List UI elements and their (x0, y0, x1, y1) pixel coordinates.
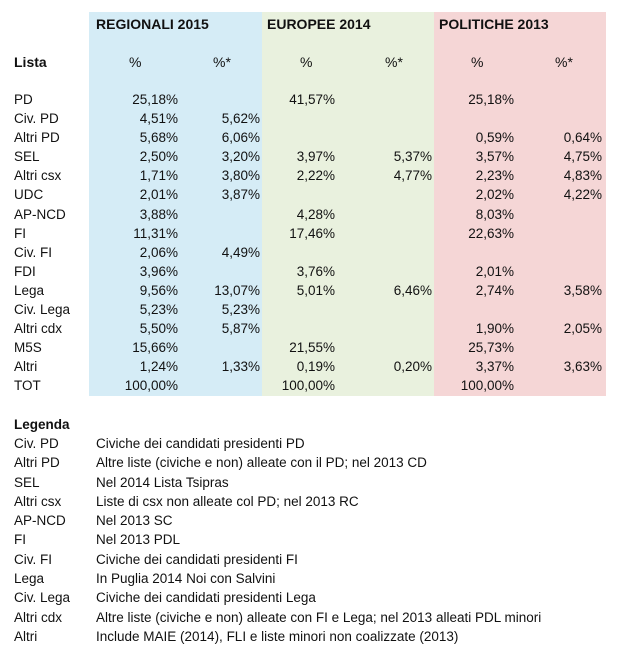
column-header-pol-pct-star: %* (555, 54, 573, 70)
cell-pol-s: 3,63% (563, 359, 602, 375)
row-label: Altri PD (14, 130, 60, 146)
legend-item (14, 627, 614, 646)
legend-title: Legenda (14, 417, 70, 432)
legend-description: In Puglia 2014 Noi con Salvini (96, 571, 276, 587)
cell-pol: 2,23% (475, 168, 514, 184)
cell-eur: 0,19% (296, 359, 335, 375)
cell-eur-s: 6,46% (393, 282, 432, 298)
legend-item (14, 453, 614, 472)
cell-pol: 2,01% (475, 263, 514, 279)
cell-reg: 1,71% (139, 168, 178, 184)
group-header-europee: EUROPEE 2014 (267, 16, 371, 32)
cell-pol: 3,57% (475, 149, 514, 165)
legend-description: Civiche dei candidati presidenti FI (96, 551, 298, 567)
column-header-reg-pct: % (129, 54, 142, 70)
cell-eur: 3,97% (296, 149, 335, 165)
cell-pol-s: 4,75% (563, 149, 602, 165)
cell-reg-s: 1,33% (221, 359, 260, 375)
cell-reg-s: 3,87% (221, 187, 260, 203)
legend (14, 416, 614, 646)
column-header-eur-pct-star: %* (385, 54, 403, 70)
row-label: FDI (14, 263, 36, 279)
table-row (0, 205, 620, 224)
legend-description: Nel 2013 PDL (96, 532, 181, 548)
table-row (0, 319, 620, 338)
cell-reg: 1,24% (139, 359, 178, 375)
row-label: Altri (14, 359, 38, 375)
row-label: Altri cdx (14, 321, 63, 337)
legend-item (14, 608, 614, 627)
cell-pol: 8,03% (475, 206, 514, 222)
legend-key: Civ. Lega (14, 590, 71, 606)
cell-reg: 3,96% (139, 263, 178, 279)
cell-reg-s: 4,49% (221, 244, 260, 260)
legend-description: Liste di csx non alleate col PD; nel 2013 RC (96, 493, 359, 509)
legend-description: Include MAIE (2014), FLI e liste minori non coalizzate (2013) (96, 628, 459, 644)
row-label: PD (14, 92, 33, 107)
cell-reg: 3,88% (139, 206, 178, 222)
cell-reg: 2,01% (139, 187, 178, 203)
table-row (0, 262, 620, 281)
cell-pol: 25,18% (468, 92, 514, 107)
cell-eur: 17,46% (289, 225, 335, 241)
cell-reg: 2,06% (139, 244, 178, 260)
cell-pol: 2,74% (475, 282, 514, 298)
table-row (0, 281, 620, 300)
cell-reg: 25,18% (132, 92, 178, 107)
legend-key: SEL (14, 474, 40, 490)
cell-reg: 2,50% (139, 149, 178, 165)
column-header-pol-pct: % (471, 54, 484, 70)
legend-key: Civ. PD (14, 436, 59, 451)
cell-eur: 100,00% (281, 378, 335, 394)
legend-item (14, 492, 614, 511)
cell-eur: 3,76% (296, 263, 335, 279)
cell-pol-s: 0,64% (563, 130, 602, 146)
table-row (0, 128, 620, 147)
row-label: Civ. FI (14, 244, 52, 260)
cell-reg-s: 3,80% (221, 168, 260, 184)
cell-eur: 21,55% (289, 340, 335, 356)
results-table (0, 90, 620, 396)
cell-pol: 3,37% (475, 359, 514, 375)
legend-item (14, 434, 614, 453)
cell-eur: 2,22% (296, 168, 335, 184)
legend-key: AP-NCD (14, 513, 66, 529)
row-label: Altri csx (14, 168, 62, 184)
legend-description: Nel 2013 SC (96, 513, 173, 529)
table-row (0, 300, 620, 319)
row-label: UDC (14, 187, 44, 203)
cell-pol: 1,90% (475, 321, 514, 337)
row-label: M5S (14, 340, 42, 356)
cell-pol: 0,59% (475, 130, 514, 146)
legend-items (14, 434, 614, 646)
cell-eur: 41,57% (289, 92, 335, 107)
cell-reg: 4,51% (139, 111, 178, 127)
row-label: FI (14, 225, 26, 241)
table-row (0, 90, 620, 109)
legend-item (14, 511, 614, 530)
table-row (0, 166, 620, 185)
legend-item (14, 530, 614, 549)
cell-reg: 5,68% (139, 130, 178, 146)
column-header-eur-pct: % (300, 54, 313, 70)
cell-reg: 15,66% (132, 340, 178, 356)
legend-key: Altri csx (14, 493, 62, 509)
cell-eur-s: 0,20% (393, 359, 432, 375)
cell-reg: 5,23% (139, 302, 178, 318)
cell-reg-s: 5,62% (221, 111, 260, 127)
cell-pol-s: 4,83% (563, 168, 602, 184)
cell-pol-s: 4,22% (563, 187, 602, 203)
legend-item (14, 550, 614, 569)
legend-item (14, 588, 614, 607)
legend-description: Civiche dei candidati presidenti PD (96, 436, 305, 451)
cell-reg: 9,56% (139, 282, 178, 298)
cell-reg-s: 3,20% (221, 149, 260, 165)
table-row (0, 224, 620, 243)
cell-eur: 5,01% (296, 282, 335, 298)
legend-description: Nel 2014 Lista Tsipras (96, 474, 229, 490)
column-header-reg-pct-star: %* (213, 54, 231, 70)
cell-pol: 100,00% (460, 378, 514, 394)
cell-reg-s: 5,87% (221, 321, 260, 337)
row-label: Civ. PD (14, 111, 59, 127)
legend-key: FI (14, 532, 26, 548)
group-header-regionali: REGIONALI 2015 (96, 16, 209, 32)
cell-pol-s: 3,58% (563, 282, 602, 298)
row-label: SEL (14, 149, 40, 165)
cell-reg-s: 6,06% (221, 130, 260, 146)
table-row (0, 376, 620, 395)
legend-description: Altre liste (civiche e non) alleate con il PD; nel 2013 CD (96, 455, 427, 471)
row-label: Lega (14, 282, 45, 298)
cell-reg-s: 5,23% (221, 302, 260, 318)
cell-pol: 25,73% (468, 340, 514, 356)
table-row (0, 109, 620, 128)
legend-item (14, 569, 614, 588)
table-row (0, 357, 620, 376)
cell-reg: 5,50% (139, 321, 178, 337)
legend-key: Altri PD (14, 455, 60, 471)
row-label: TOT (14, 378, 41, 394)
cell-eur-s: 4,77% (393, 168, 432, 184)
cell-pol: 22,63% (468, 225, 514, 241)
legend-key: Lega (14, 571, 45, 587)
legend-key: Altri (14, 628, 38, 644)
legend-item (14, 473, 614, 492)
cell-reg-s: 13,07% (214, 282, 260, 298)
legend-key: Civ. FI (14, 551, 52, 567)
legend-key: Altri cdx (14, 609, 63, 625)
column-header-lista: Lista (14, 54, 47, 70)
cell-eur-s: 5,37% (393, 149, 432, 165)
table-row (0, 338, 620, 357)
legend-description: Altre liste (civiche e non) alleate con FI e Lega; nel 2013 alleati PDL minori (96, 609, 542, 625)
table-row (0, 147, 620, 166)
cell-reg: 11,31% (133, 225, 178, 241)
cell-reg: 100,00% (124, 378, 178, 394)
table-row (0, 243, 620, 262)
group-header-politiche: POLITICHE 2013 (439, 16, 549, 32)
row-label: AP-NCD (14, 206, 66, 222)
table-row (0, 185, 620, 204)
legend-description: Civiche dei candidati presidenti Lega (96, 590, 316, 606)
cell-pol: 2,02% (475, 187, 514, 203)
cell-pol-s: 2,05% (563, 321, 602, 337)
cell-eur: 4,28% (296, 206, 335, 222)
row-label: Civ. Lega (14, 302, 71, 318)
